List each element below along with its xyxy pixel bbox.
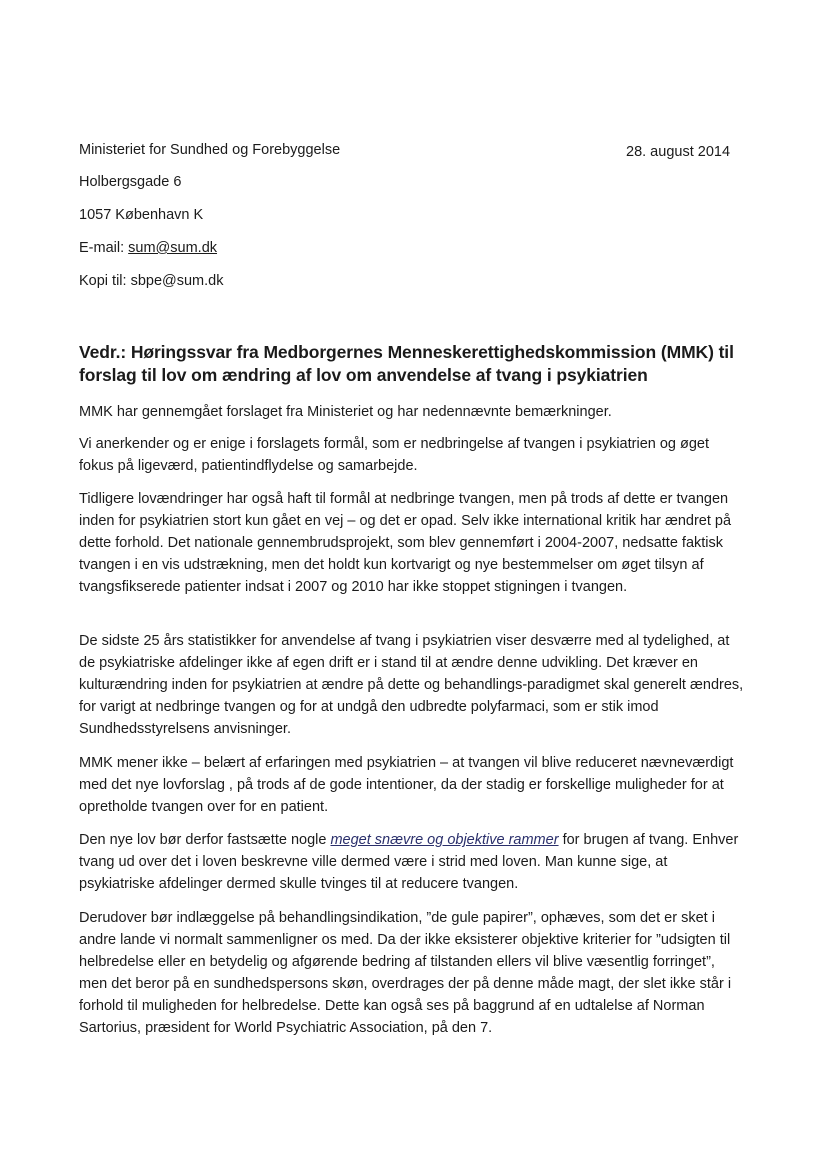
paragraph-7: Derudover bør indlæggelse på behandlingsindikation, ”de gule papirer”, ophæves, som det er sket i andre lande vi normalt sammenligner os med. Da der ikke eksisterer objektive kriterier for ”udsigten til helbredelse eller en betydelig og afgørende bedring af tilstanden ellers vil blive væsentlig forringet”, men det beror på en sundhedspersons skøn, overdrages der på denne måde magt, der slet ikke står i forhold til muligheden for helbredelse. Dette kan også ses på baggrund af en udtalelse af Norman Sartorius, præsident for World Psychiatric Association, på den 7. bbox=[79, 910, 732, 1036]
paragraph-3: Tidligere lovændringer har også haft til formål at nedbringe tvangen, men på trods af dette er tvangen inden for psykiatrien stort kun gået en vej – og det er opad. Selv ikke international kritik har ændret på dette forhold. Det nationale gennembrudsprojekt, som blev gennemført i 2004-2007, nedsatte faktisk tvangen i en vis udstrækning, men det holdt kun kortvarigt og nye bestemmelser om øget tilsyn af tvangsfikserede patienter indsat i 2007 og 2010 har ikke stoppet stigningen i tvangen. bbox=[79, 491, 732, 595]
recipient-email-line bbox=[79, 239, 217, 257]
copy-line: Kopi til: sbpe@sum.dk bbox=[79, 273, 224, 289]
paragraph-4: De sidste 25 års statistikker for anvendelse af tvang i psykiatrien viser desværre med al tydelighed, at de psykiatriske afdelinger ikke af egen drift er i stand til at ændre denne udvikling. Det kræver en kulturændring inden for psykiatrien at ændre på dette og behandlings-paradigmet skal generelt ændres, for varigt at nedbringe tvangen og for at undgå den udbredte polyfarmaci, som er stik imod Sundhedsstyrelsens anvisninger. bbox=[79, 633, 744, 737]
recipient-street: Holbergsgade 6 bbox=[79, 174, 182, 190]
paragraph-5: MMK mener ikke – belært af erfaringen med psykiatrien – at tvangen vil blive reduceret nævneværdigt med det nye lovforslag , på trods af de gode intentioner, da der stadig er forskellige muligheder for at opretholde tvangen over for en patient. bbox=[79, 755, 734, 815]
subject-heading: Vedr.: Høringssvar fra Medborgernes Menneskerettighedskommission (MMK) til forslag til lov om ændring af lov om anvendelse af tvang i psykiatrien bbox=[79, 342, 734, 385]
paragraph-1: MMK har gennemgået forslaget fra Ministeriet og har nedennævnte bemærkninger. bbox=[79, 404, 612, 420]
paragraph-2: Vi anerkender og er enige i forslagets formål, som er nedbringelse af tvangen i psykiatrien og øget fokus på ligeværd, patientindflydelse og samarbejde. bbox=[79, 436, 710, 474]
letter-date: 28. august 2014 bbox=[626, 144, 731, 160]
recipient-name: Ministeriet for Sundhed og Forebyggelse bbox=[79, 142, 341, 158]
email-link[interactable]: sum@sum.dk bbox=[128, 240, 218, 256]
email-label: E-mail: bbox=[79, 240, 129, 256]
paragraph-6-emphasis: meget snævre og objektive rammer bbox=[330, 832, 559, 848]
paragraph-6 bbox=[79, 829, 747, 895]
paragraph-6-after: for brugen af tvang. Enhver tvang ud over det i loven beskrevne ville dermed være i strid med loven. Man kunne sige, at psykiatriske afdelinger dermed skulle tvinges til at reducere tvangen. bbox=[79, 832, 739, 892]
paragraph-6-before: Den nye lov bør derfor fastsætte nogle bbox=[79, 832, 331, 848]
recipient-city: 1057 København K bbox=[79, 207, 204, 223]
